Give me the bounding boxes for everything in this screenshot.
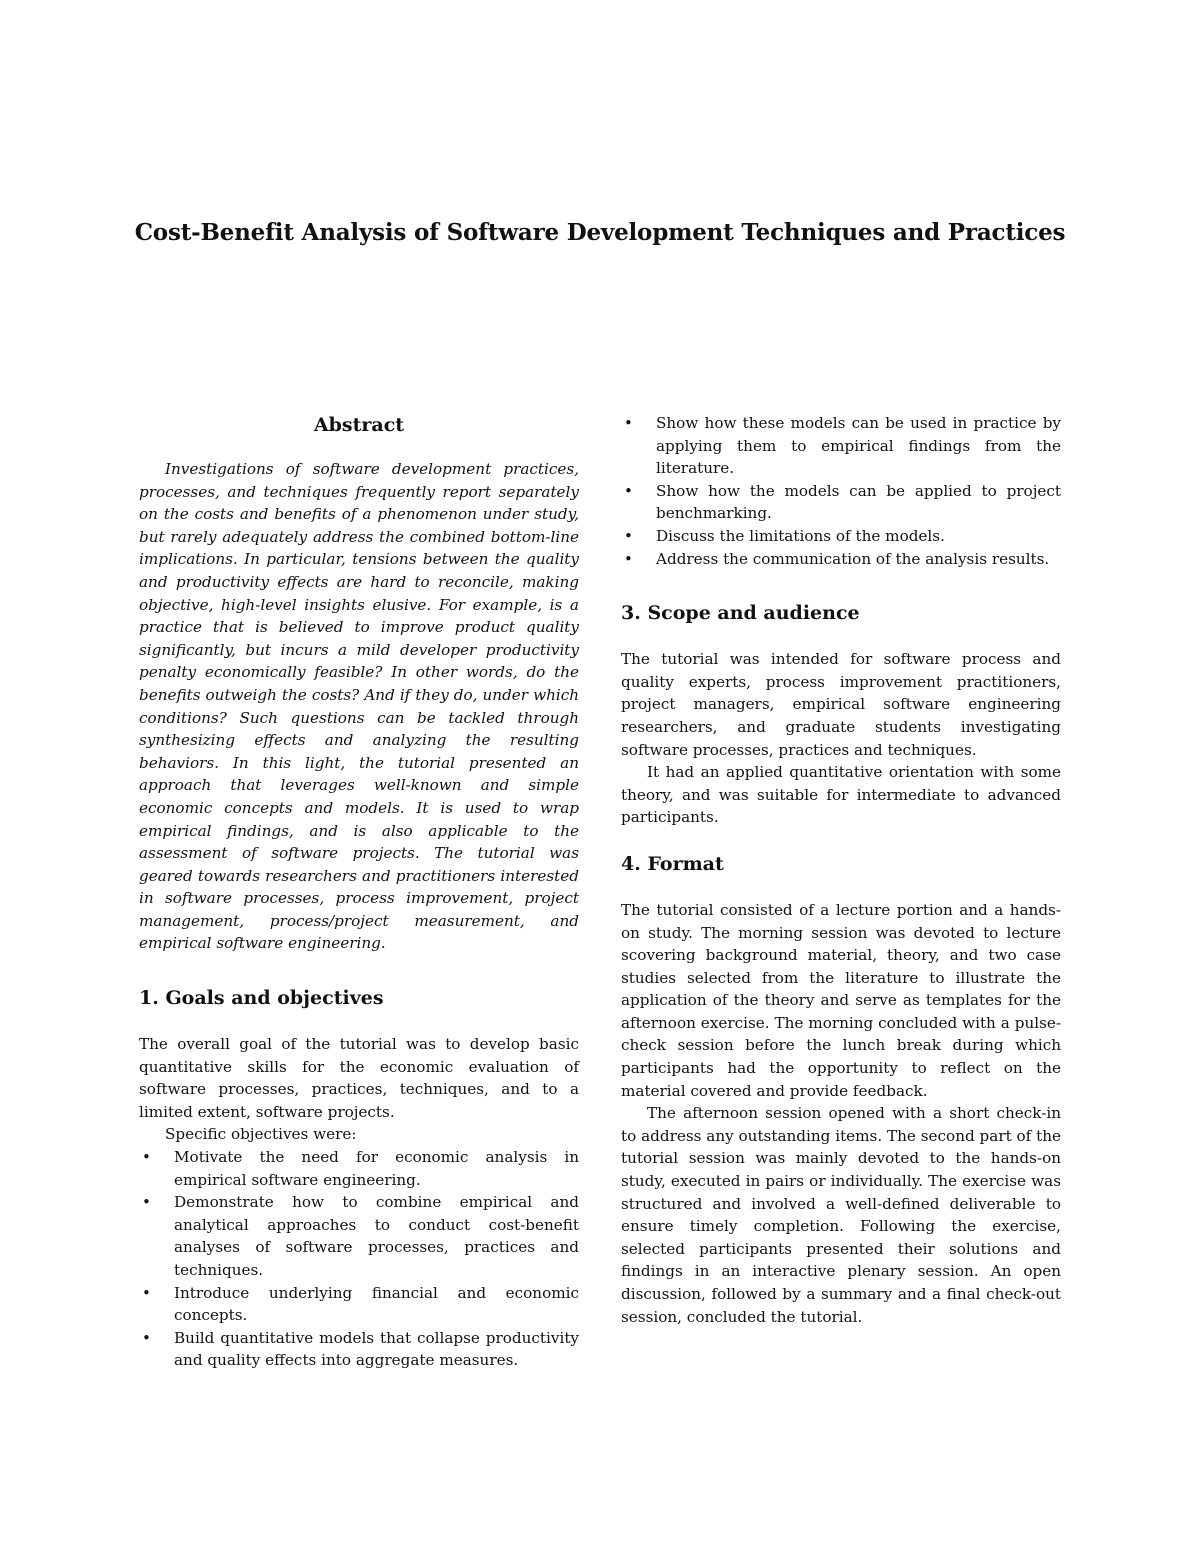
list-item: • Demonstrate how to combine empirical and analytical approaches to conduct cost-benefit analyses of software processes, practices and techniques. <box>139 1191 579 1281</box>
section3-para1: The tutorial was intended for software process and quality experts, process improvement practitioners, project managers, empirical software engineering researchers, and graduate students investigating software processes, practices and techniques. <box>621 650 1061 759</box>
abstract-heading: Abstract <box>313 414 405 436</box>
list-item: • Introduce underlying financial and economic concepts. <box>139 1282 579 1327</box>
objectives-list-left <box>139 1146 579 1372</box>
list-item: • Discuss the limitations of the models. <box>621 525 1061 548</box>
left-column <box>139 412 579 1372</box>
list-item: • Build quantitative models that collapse productivity and quality effects into aggregate measures. <box>139 1327 579 1372</box>
paper-title: Cost-Benefit Analysis of Software Development Techniques and Practices <box>134 219 1066 246</box>
section1-para1: The overall goal of the tutorial was to develop basic quantitative skills for the economic evaluation of software processes, practices, techniques, and to a limited extent, software projects. <box>139 1035 579 1121</box>
section4-para2: The afternoon session opened with a short check-in to address any outstanding items. The second part of the tutorial session was mainly devoted to the hands-on study, executed in pairs or individually. The exercise was structured and involved a well-defined deliverable to ensure timely completion. Following the exercise, selected participants presented their solutions and findings in an interactive plenary session. An open discussion, followed by a summary and a final check-out session, concluded the tutorial. <box>621 1104 1061 1326</box>
section3-para2: It had an applied quantitative orientation with some theory, and was suitable for intermediate to advanced participants. <box>621 763 1061 827</box>
objectives-list-right <box>621 412 1061 570</box>
section3-heading: 3. Scope and audience <box>621 602 860 625</box>
section4-para1: The tutorial consisted of a lecture portion and a hands-on study. The morning session was devoted to lecture scovering background material, theory, and two case studies selected from the literature to illustrate the application of the theory and serve as templates for the afternoon exercise. The morning concluded with a pulse-check session before the lunch break during which participants had the opportunity to reflect on the material covered and provide feedback. <box>621 900 1061 1100</box>
section1-heading: 1. Goals and objectives <box>139 987 384 1010</box>
right-column <box>621 412 1061 1328</box>
list-item: • Address the communication of the analysis results. <box>621 548 1061 571</box>
list-item: • Show how the models can be applied to project benchmarking. <box>621 480 1061 525</box>
list-item: • Show how these models can be used in practice by applying them to empirical findings from the literature. <box>621 412 1061 480</box>
abstract-text: Investigations of software development practices, processes, and techniques frequently report separately on the costs and benefits of a phenomenon under study, but rarely adequately address the combined bottom-line implications. In particular, tensions between the quality and productivity effects are hard to reconcile, making objective, high-level insights elusive. For example, is a practice that is believed to improve product quality significantly, but incurs a mild developer productivity penalty economically feasible? In other words, do the benefits outweigh the costs? And if they do, under which conditions? Such questions can be tackled through synthesizing effects and analyzing the resulting behaviors. In this light, the tutorial presented an approach that leverages well-known and simple economic concepts and models. It is used to wrap empirical findings, and is also applicable to the assessment of software projects. The tutorial was geared towards researchers and practitioners interested in software processes, process improvement, project management, process/project measurement, and empirical software engineering. <box>139 460 579 953</box>
list-item: • Motivate the need for economic analysis in empirical software engineering. <box>139 1146 579 1191</box>
section1-para2: Specific objectives were: <box>165 1125 357 1144</box>
section4-heading: 4. Format <box>621 852 724 875</box>
